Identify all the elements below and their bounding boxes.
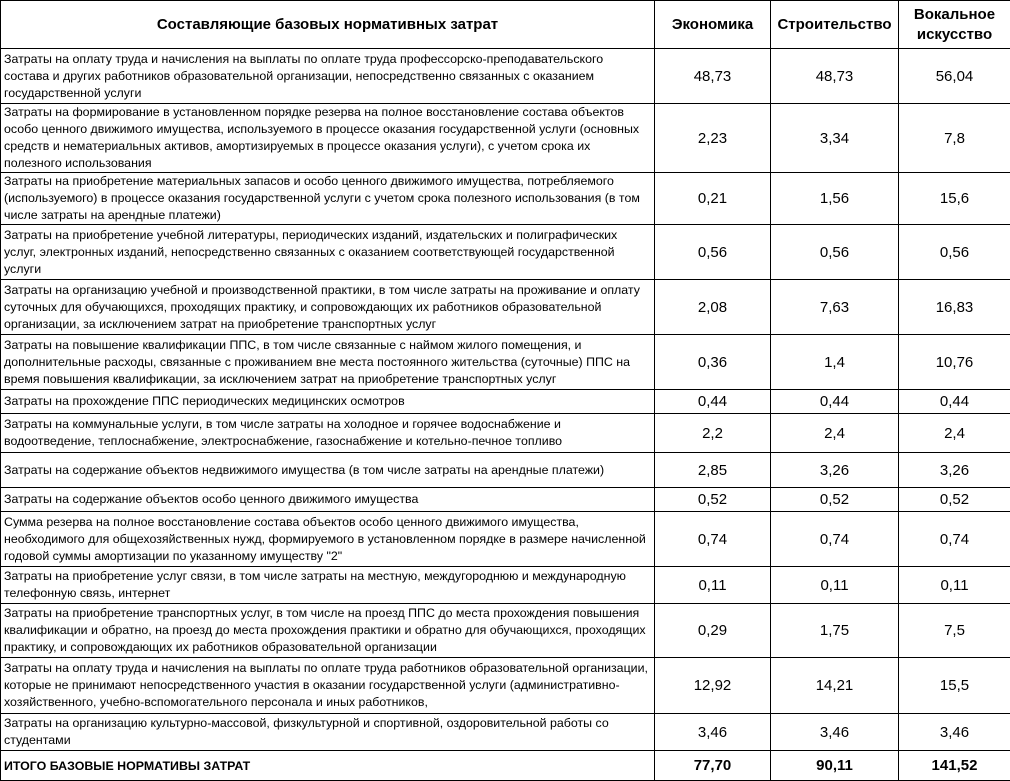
value-vocal: 0,11 — [899, 567, 1010, 604]
row-description: Затраты на приобретение учебной литературы, периодических изданий, издательских и полиграфических услуг, электронных изданий, непосредственно связанных с оказанием соответствующей государственной услуги — [1, 225, 655, 280]
header-vocal: Вокальное искусство — [899, 1, 1010, 49]
value-construction: 0,44 — [771, 390, 899, 414]
total-row — [1, 751, 1010, 781]
value-economics: 2,08 — [655, 280, 771, 335]
row-description: Затраты на приобретение услуг связи, в том числе затраты на местную, междугороднюю и международную телефонную связь, интернет — [1, 567, 655, 604]
row-description: Затраты на организацию культурно-массовой, физкультурной и спортивной, оздоровительной работы со студентами — [1, 714, 655, 751]
row-description: Сумма резерва на полное восстановление состава объектов особо ценного движимого имущества, необходимого для общехозяйственных нужд, формируемого в установленном порядке в размере начисленной годовой суммы амортизации по указанному имуществу "2" — [1, 512, 655, 567]
value-economics: 0,21 — [655, 173, 771, 225]
value-construction: 7,63 — [771, 280, 899, 335]
value-construction: 14,21 — [771, 658, 899, 714]
value-construction: 0,56 — [771, 225, 899, 280]
value-construction: 0,11 — [771, 567, 899, 604]
value-construction: 3,34 — [771, 104, 899, 173]
value-vocal: 16,83 — [899, 280, 1010, 335]
table-row — [1, 49, 1010, 104]
table-row — [1, 225, 1010, 280]
row-description: Затраты на формирование в установленном порядке резерва на полное восстановление состава объектов особо ценного движимого имущества, используемого в процессе оказания государственной услуги (основных средств и нематериальных активов, амортизируемых в процессе оказания услуги), с учетом срока их полезного использования — [1, 104, 655, 173]
header-economics: Экономика — [655, 1, 771, 49]
value-vocal: 56,04 — [899, 49, 1010, 104]
table-row — [1, 414, 1010, 453]
value-economics: 48,73 — [655, 49, 771, 104]
row-description: Затраты на оплату труда и начисления на выплаты по оплате труда профессорско-преподавательского состава и других работников образовательной организации, непосредственно связанных с оказанием государственной услуги — [1, 49, 655, 104]
value-vocal: 7,5 — [899, 604, 1010, 658]
value-construction: 1,75 — [771, 604, 899, 658]
value-economics: 0,29 — [655, 604, 771, 658]
total-label: ИТОГО БАЗОВЫЕ НОРМАТИВЫ ЗАТРАТ — [1, 751, 655, 781]
total-vocal: 141,52 — [899, 751, 1010, 781]
value-economics: 3,46 — [655, 714, 771, 751]
table-row — [1, 488, 1010, 512]
value-economics: 12,92 — [655, 658, 771, 714]
table-row — [1, 390, 1010, 414]
table-row — [1, 173, 1010, 225]
value-economics: 0,52 — [655, 488, 771, 512]
header-construction: Строительство — [771, 1, 899, 49]
value-construction: 2,4 — [771, 414, 899, 453]
total-economics: 77,70 — [655, 751, 771, 781]
value-economics: 0,11 — [655, 567, 771, 604]
value-vocal: 0,44 — [899, 390, 1010, 414]
value-construction: 0,74 — [771, 512, 899, 567]
row-description: Затраты на оплату труда и начисления на выплаты по оплате труда работников образовательной организации, которые не принимают непосредственного участия в оказании государственной услуги (административно-хозяйственного, учебно-вспомогательного персонала и иных работников, — [1, 658, 655, 714]
value-economics: 2,85 — [655, 453, 771, 488]
value-economics: 2,23 — [655, 104, 771, 173]
header-row — [1, 1, 1010, 49]
value-vocal: 15,5 — [899, 658, 1010, 714]
value-vocal: 0,52 — [899, 488, 1010, 512]
header-components: Составляющие базовых нормативных затрат — [1, 1, 655, 49]
value-vocal: 2,4 — [899, 414, 1010, 453]
value-construction: 3,46 — [771, 714, 899, 751]
table-row — [1, 280, 1010, 335]
value-construction: 1,4 — [771, 335, 899, 390]
value-vocal: 15,6 — [899, 173, 1010, 225]
value-economics: 0,36 — [655, 335, 771, 390]
table-row — [1, 714, 1010, 751]
value-construction: 1,56 — [771, 173, 899, 225]
value-economics: 0,74 — [655, 512, 771, 567]
table-row — [1, 335, 1010, 390]
total-construction: 90,11 — [771, 751, 899, 781]
value-economics: 2,2 — [655, 414, 771, 453]
value-construction: 0,52 — [771, 488, 899, 512]
table-row — [1, 512, 1010, 567]
row-description: Затраты на прохождение ППС периодических медицинских осмотров — [1, 390, 655, 414]
row-description: Затраты на приобретение материальных запасов и особо ценного движимого имущества, потребляемого (используемого) в процессе оказания государственной услуги с учетом срока полезного использования (в том числе затраты на арендные платежи) — [1, 173, 655, 225]
row-description: Затраты на повышение квалификации ППС, в том числе связанные с наймом жилого помещения, и дополнительные расходы, связанные с проживанием вне места постоянного жительства (суточные) ППС на время повышения квалификации, за исключением затрат на приобретение транспортных услуг — [1, 335, 655, 390]
value-economics: 0,44 — [655, 390, 771, 414]
row-description: Затраты на содержание объектов особо ценного движимого имущества — [1, 488, 655, 512]
value-vocal: 7,8 — [899, 104, 1010, 173]
row-description: Затраты на организацию учебной и производственной практики, в том числе затраты на проживание и оплату суточных для обучающихся, проходящих практику, и сопровождающих их работников образовательной организации, за исключением затрат на приобретение транспортных услуг — [1, 280, 655, 335]
table-row — [1, 604, 1010, 658]
value-vocal: 3,26 — [899, 453, 1010, 488]
row-description: Затраты на приобретение транспортных услуг, в том числе на проезд ППС до места прохождения повышения квалификации и обратно, на проезд до места прохождения практики и обратно для обучающихся, проходящих практику, и сопровождающих их работников образовательной организации — [1, 604, 655, 658]
value-vocal: 10,76 — [899, 335, 1010, 390]
table-row — [1, 567, 1010, 604]
value-construction: 3,26 — [771, 453, 899, 488]
value-economics: 0,56 — [655, 225, 771, 280]
table-row — [1, 104, 1010, 173]
table-row — [1, 453, 1010, 488]
row-description: Затраты на коммунальные услуги, в том числе затраты на холодное и горячее водоснабжение и водоотведение, теплоснабжение, электроснабжение, газоснабжение и котельно-печное топливо — [1, 414, 655, 453]
row-description: Затраты на содержание объектов недвижимого имущества (в том числе затраты на арендные платежи) — [1, 453, 655, 488]
table-row — [1, 658, 1010, 714]
value-vocal: 0,56 — [899, 225, 1010, 280]
value-construction: 48,73 — [771, 49, 899, 104]
value-vocal: 0,74 — [899, 512, 1010, 567]
value-vocal: 3,46 — [899, 714, 1010, 751]
